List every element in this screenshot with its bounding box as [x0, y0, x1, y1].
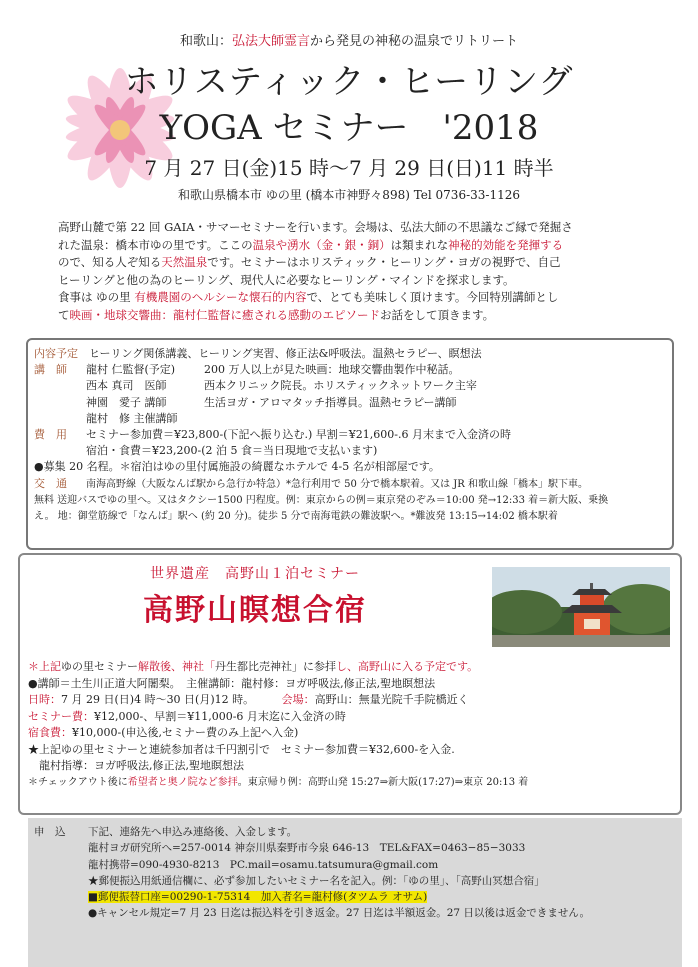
koyasan-details: ＊上記ゆの里セミナー解散後、神社「丹生都比売神社」に参拝し、高野山に入る予定です。 ●講師＝土生川正道大阿闍梨。 主催講師：龍村修：ヨガ呼吸法,修正法,聖地瞑想法 日時：7 月 29 日(日)4 時〜30 日(月)12 時。 会場：高野山：無量光院千手院橋近く セミナー費：¥12,000-、早割＝¥11,000-6 月末迄に入金済の時 宿食費：¥10,000-(申込後,セミナー費のみ上記へ入金) ★上記ゆの里セミナーと連続参加者は千円割引で セミナー参加費＝¥32,600-を入金. 龍村指導：ヨガ呼吸法,修正法,聖地瞑想法 ＊チェックアウト後に希望者と奥ノ院など参拝。東京帰り例：高野山発 15:27⇒新大阪(17:27)⇒東京 20:13 着 [28, 660, 529, 788]
title-line-1: ホリスティック・ヒーリング [124, 62, 574, 102]
subheading: 和歌山：弘法大師霊言から発見の神秘の温泉でリトリート [179, 34, 519, 49]
program-details: 内容予定 ヒーリング関係講義、ヒーリング実習、修正法&呼吸法。温熱セラピー、瞑想法 講 師 龍村 仁監督(予定) 200 万人以上が見た映画：地球交響曲製作中秘話。 西本 真司 医師 西本クリニック院長。ホリスティックネットワーク主宰 神園 愛子 講師 生活ヨガ・アロマタッチ指導員。温熱セラピー講師 龍村 修 主催講師 費 用 セミナー参加費＝¥23,800-(下記へ振り込む.) 早割＝¥21,600-.6 月末まで入金済の時 宿泊・食費＝¥23,200-(2 泊 5 食＝当日現地で支払います) ●募集 20 名程。＊宿泊はゆの里付属施設の綺麗なホテルで 4-5 名が相部屋です。 交 通 南海高野線（大阪なんば駅から急行か特急）*急行利用で 50 分で橋本駅着。又は JR 和歌山線「橋本」駅下車。 無料 送迎バスでゆの里へ。又はタクシー1500 円程度。例：東京からの例＝東京発のぞみ＝10:00 発→12:33 着＝新大阪、乗換 え。 地：御堂筋線で「なんば」駅へ (約 20 分)。徒歩 5 分で南海電鉄の難波駅へ。*難波発 13:15→14:02 橋本駅着 [34, 347, 609, 523]
koyasan-tagline: 世界遺産 高野山１泊セミナー [150, 566, 360, 582]
fee-label: 費 用 [34, 428, 67, 442]
access-label: 交 通 [34, 476, 67, 490]
koyasan-title: 高野山瞑想合宿 [143, 593, 367, 628]
lecturer-label: 講 師 [34, 363, 67, 377]
event-date: 7 月 27 日(金)15 時〜7 月 29 日(日)11 時半 [144, 156, 554, 180]
application-section [28, 818, 682, 967]
application-details: 申 込 下記、連絡先へ申込み連絡後、入金します。 龍村ヨガ研究所へ=257-0014 神奈川県秦野市今泉 646-13 TEL&FAX=0463−85−3033 龍村携帯=090-4930-8213 PC.mail=osamu.tatsumura@gmail.com ★郵便振込用紙通信欄に、必ず参加したいセミナー名を記入。例：「ゆの里」、「高野山冥想合宿」 ■郵便振替口座=00290-1-75314 加入者名=龍村修(タツムラ オサム) ●キャンセル規定=7 月 23 日迄は振込料を引き返金。27 日迄は半額返金。27 日以後は返金できません。 [34, 826, 591, 920]
application-label: 申 込 [34, 826, 66, 838]
content-label: 内容予定 [34, 347, 78, 360]
venue-info: 和歌山県橋本市 ゆの里 (橋本市神野々898) Tel 0736-33-1126 [178, 188, 520, 202]
intro-paragraph: 高野山麓で第 22 回 GAIA・サマーセミナーを行います。会場は、弘法大師の不思議なご縁で発掘さ れた温泉：橋本市ゆの里です。ここの温泉や湧水（金・銀・銅）は類まれな神秘的効能を発揮する ので、知る人ぞ知る天然温泉です。セミナーはホリスティック・ヒーリング・ヨガの視野で、自己 ヒーリングと他の為のヒーリング、現代人に必要なヒーリング・マインドを探求します。 食事は ゆの里 有機農園のヘルシーな懐石的内容で、とても美味しく頂けます。今回特別講師とし て映画・地球交響曲：龍村仁監督に癒される感動のエピソードお話をして頂きます。 [58, 220, 573, 322]
postal-transfer-account: ■郵便振替口座=00290-1-75314 加入者名=龍村修(タツムラ オサム) [88, 891, 428, 904]
pagoda-photo [492, 567, 670, 647]
title-line-2: YOGA セミナー '2018 [159, 108, 539, 148]
program-box [26, 338, 674, 550]
